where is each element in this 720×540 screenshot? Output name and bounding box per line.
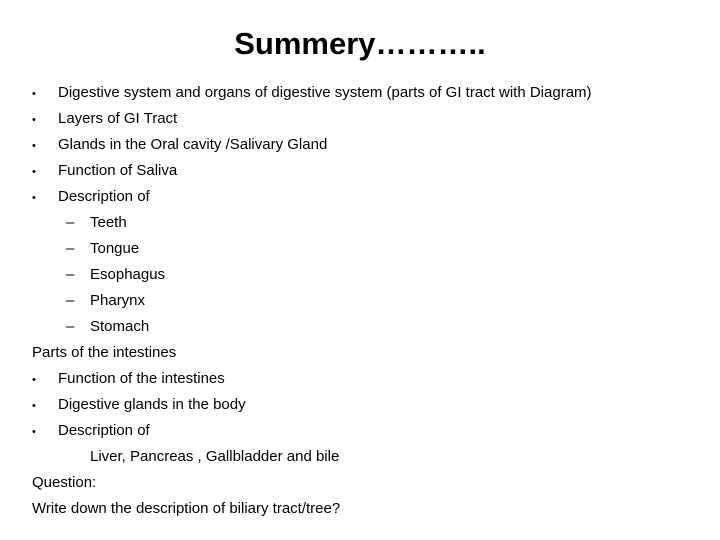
description-detail: Liver, Pancreas , Gallbladder and bile	[90, 448, 340, 465]
bullet-icon: •	[32, 140, 36, 152]
bullet-icon: •	[32, 400, 36, 412]
list-item: Layers of GI Tract	[58, 110, 178, 127]
bullet-icon: •	[32, 88, 36, 100]
list-item: Description of	[58, 422, 150, 439]
dash-icon: –	[66, 292, 75, 309]
bullet-icon: •	[32, 114, 36, 126]
slide-title: Summery………..	[234, 26, 486, 61]
dash-icon: –	[66, 266, 75, 283]
dash-icon: –	[66, 240, 75, 257]
question-label: Question:	[32, 474, 97, 491]
list-item: Description of	[58, 188, 150, 205]
dash-icon: –	[66, 318, 75, 335]
sub-list-item: Stomach	[90, 318, 150, 335]
list-item: Glands in the Oral cavity /Salivary Gland	[58, 136, 328, 153]
bullet-icon: •	[32, 166, 36, 178]
dash-icon: –	[66, 214, 75, 231]
section-heading: Parts of the intestines	[32, 344, 177, 361]
sub-list-item: Pharynx	[90, 292, 146, 309]
bullet-icon: •	[32, 374, 36, 386]
list-item: Digestive glands in the body	[58, 396, 246, 413]
list-item: Function of Saliva	[58, 162, 178, 179]
sub-list-item: Teeth	[90, 214, 127, 231]
sub-list-item: Esophagus	[90, 266, 166, 283]
list-item: Digestive system and organs of digestive system (parts of GI tract with Diagram)	[58, 84, 592, 101]
question-text: Write down the description of biliary tract/tree?	[32, 500, 341, 517]
list-item: Function of the intestines	[58, 370, 225, 387]
bullet-icon: •	[32, 426, 36, 438]
sub-list-item: Tongue	[90, 240, 140, 257]
bullet-icon: •	[32, 192, 36, 204]
